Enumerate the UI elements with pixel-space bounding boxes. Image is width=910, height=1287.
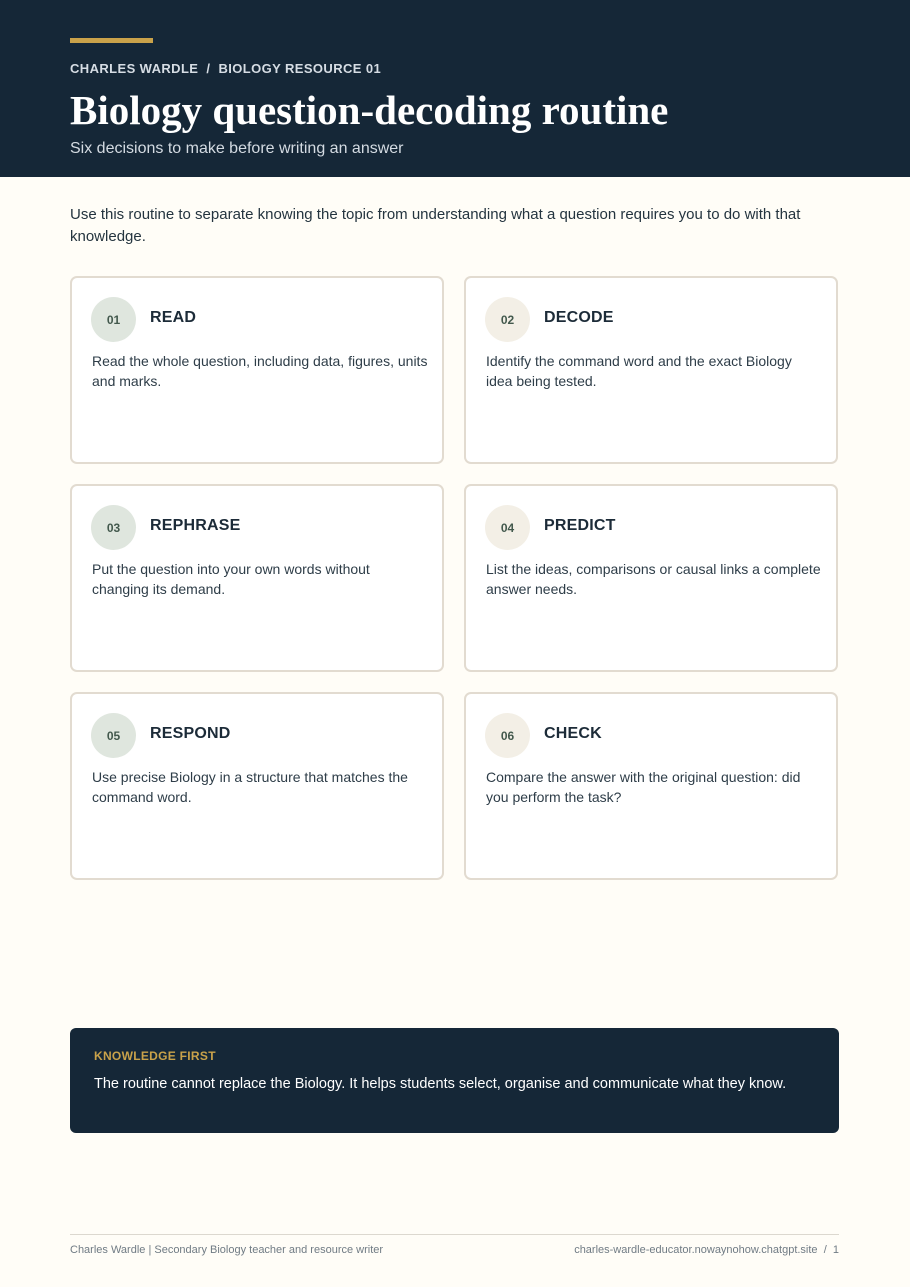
step-card-read (70, 276, 444, 464)
step-number-badge: 04 (485, 505, 530, 550)
step-card-respond (70, 692, 444, 880)
page-number: 1 (832, 1244, 839, 1256)
accent-bar (70, 38, 153, 43)
knowledge-first-callout (70, 1028, 839, 1133)
step-title: REPHRASE (150, 517, 241, 534)
intro-paragraph: Use this routine to separate knowing the topic from understanding what a question requires you to do with that knowledge. (70, 206, 801, 245)
step-description: Put the question into your own words without changing its demand. (92, 561, 370, 597)
page-header (0, 0, 910, 177)
step-number-badge: 03 (91, 505, 136, 550)
step-description: Compare the answer with the original question: did you perform the task? (486, 769, 801, 805)
footer-separator: / (823, 1244, 827, 1256)
step-title: DECODE (544, 309, 614, 326)
step-card-rephrase (70, 484, 444, 672)
step-title: CHECK (544, 725, 602, 742)
step-title: RESPOND (150, 725, 231, 742)
author-name: CHARLES WARDLE (70, 61, 199, 76)
step-card-predict (464, 484, 838, 672)
step-description: Use precise Biology in a structure that matches the command word. (92, 769, 408, 805)
eyebrow-line (70, 61, 381, 76)
callout-label: KNOWLEDGE FIRST (94, 1049, 216, 1063)
step-description: List the ideas, comparisons or causal links a complete answer needs. (486, 561, 821, 597)
step-number-badge: 06 (485, 713, 530, 758)
eyebrow-separator: / (206, 61, 211, 76)
footer-credit: Charles Wardle | Secondary Biology teacher and resource writer (70, 1244, 384, 1256)
step-title: READ (150, 309, 197, 326)
step-number-badge: 02 (485, 297, 530, 342)
footer-site-and-page (574, 1244, 839, 1256)
step-number-badge: 01 (91, 297, 136, 342)
page-title: Biology question-decoding routine (70, 87, 669, 133)
step-card-check (464, 692, 838, 880)
step-title: PREDICT (544, 517, 616, 534)
page-subtitle: Six decisions to make before writing an answer (70, 140, 404, 157)
footer-divider (70, 1234, 839, 1235)
footer-site-link[interactable]: charles-wardle-educator.nowaynohow.chatgpt.site (574, 1244, 818, 1256)
step-card-decode (464, 276, 838, 464)
resource-label: BIOLOGY RESOURCE 01 (218, 61, 382, 76)
callout-text: The routine cannot replace the Biology. It helps students select, organise and communicate what they know. (94, 1076, 787, 1092)
step-number-badge: 05 (91, 713, 136, 758)
step-description: Read the whole question, including data, figures, units and marks. (92, 353, 428, 389)
step-description: Identify the command word and the exact Biology idea being tested. (486, 353, 792, 389)
